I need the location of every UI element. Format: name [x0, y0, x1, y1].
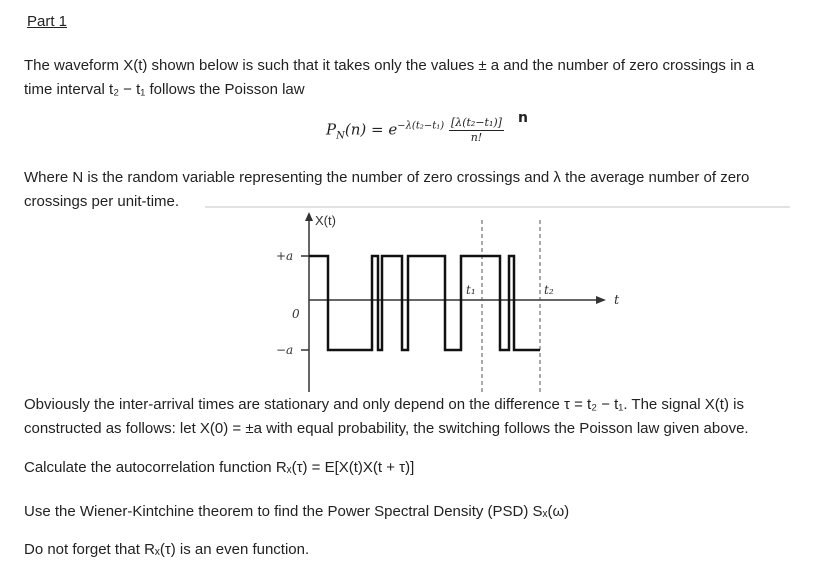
section-heading: Part 1	[27, 13, 68, 30]
construction-line-2: constructed as follows: let X(0) = ±a with equal probability, the switching follows the Poisson law given above.	[24, 420, 749, 437]
formula-denominator: n!	[470, 131, 483, 144]
origin-label: 0	[292, 307, 300, 321]
construction-line-1: Obviously the inter-arrival times are stationary and only depend on the difference τ = t₂ − t₁. The signal X(t) is	[24, 396, 744, 413]
x-axis-arrow-icon	[596, 296, 606, 304]
minus-a-label: −a	[276, 343, 294, 357]
x-axis-label: t	[614, 293, 620, 308]
y-axis-label: X(t)	[315, 213, 336, 228]
random-telegraph-waveform	[309, 256, 540, 350]
t1-label: t₁	[466, 283, 476, 297]
plus-a-label: +a	[276, 249, 294, 263]
y-axis-arrow-icon	[305, 212, 313, 221]
formula-numerator: [λ(t₂−t₁)]	[450, 116, 502, 129]
intro-line-2: time interval t₂ − t₁ follows the Poisson law	[24, 81, 305, 98]
formula-lhs-sub: N	[336, 130, 345, 142]
formula-lhs-arg: (n) = e	[344, 120, 398, 139]
definition-line-2: crossings per unit-time.	[24, 193, 180, 210]
formula-exponent: −λ(t₂−t₁)	[397, 120, 445, 132]
formula-lhs: P	[326, 120, 337, 139]
task-psd: Use the Wiener-Kintchine theorem to find the Power Spectral Density (PSD) Sₓ(ω)	[24, 503, 570, 520]
intro-line-1: The waveform X(t) shown below is such that it takes only the values ± a and the number of zero crossings in a	[24, 57, 755, 74]
task-autocorrelation: Calculate the autocorrelation function Rₓ(τ) = E[X(t)X(t + τ)]	[24, 459, 415, 476]
construction-paragraph	[24, 393, 749, 441]
task-even-function-note: Do not forget that Rₓ(τ) is an even function.	[24, 541, 310, 558]
definition-line-1: Where N is the random variable representing the number of zero crossings and λ the average number of zero	[24, 169, 750, 186]
t2-label: t₂	[544, 283, 554, 297]
handwritten-power-n: n	[518, 110, 528, 126]
